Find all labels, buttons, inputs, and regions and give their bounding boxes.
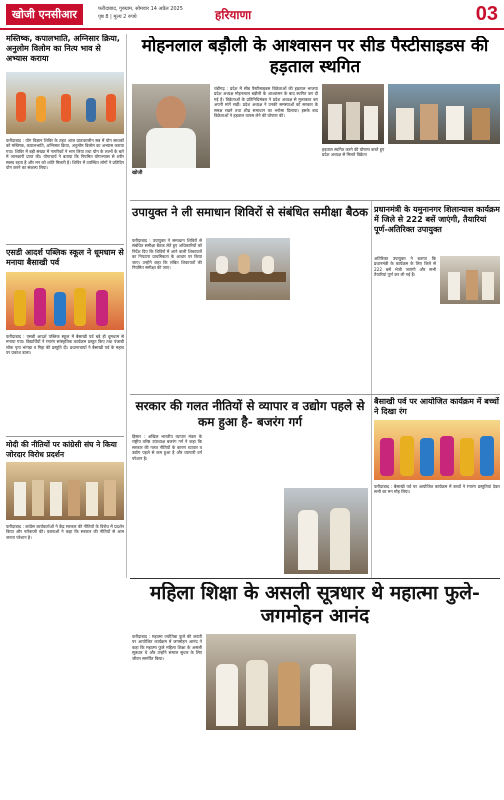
- lead-photo2-caption: प्रदेश अध्यक्ष से मिलते विक्रेता: [322, 152, 367, 158]
- article-phule-body-3: [360, 634, 430, 796]
- article-pm-event-body-2: [374, 320, 500, 392]
- section-divider: [130, 578, 500, 579]
- trade-photo: [284, 488, 368, 574]
- section-title: हरियाणा: [215, 8, 252, 22]
- protest-photo: [6, 462, 124, 520]
- article-review-body-2: [206, 304, 290, 390]
- section-divider: [6, 436, 124, 437]
- article-review-body-3: [294, 238, 368, 390]
- article-baisakhi-school-headline: एसडी आदर्श पब्लिक स्कूल ने धूमधाम से मनाया बैसाखी पर्व: [6, 248, 124, 267]
- newspaper-name: खोजी एनसीआर: [6, 4, 83, 25]
- column-divider: [126, 34, 127, 578]
- article-baisakhi-school-body: फरीदाबाद : एसडी आदर्श पब्लिक स्कूल में बैसाखी पर्व बड़े ही धूमधाम से मनाया गया। विद्यार्थियों ने रंगारंग सांस्कृतिक कार्यक्रम प्रस्तुत किए तथा पंजाबी लोक नृत्य भांगड़ा व गिद्दा की प्रस्तुति दी। प्रधानाचार्या ने बैसाखी पर्व के महत्व पर प्रकाश डाला।: [6, 334, 124, 356]
- article-trade-body-3: [284, 434, 368, 484]
- page-number: 03: [475, 3, 498, 25]
- article-protest-headline: मोदी की नीतियों पर कांग्रेसी संघ ने किया जोरदार विरोध प्रदर्शन: [6, 440, 117, 459]
- pm-event-photo: [440, 256, 500, 304]
- masthead-date: फरीदाबाद, गुरुग्राम, सोमवार 14 अप्रैल 2025: [98, 6, 183, 12]
- article-phule-body-4: [434, 634, 500, 796]
- baisakhi-event-photo: [374, 420, 500, 480]
- article-phule-headline: महिला शिक्षा के असली सूत्रधार थे महात्मा फुले-जगमोहन आनंद: [150, 582, 480, 627]
- column-divider: [371, 200, 372, 578]
- article-baisakhi-event-headline: बैसाखी पर्व पर आयोजित कार्यक्रम में बच्चों ने दिखा रंग: [374, 397, 499, 416]
- lead-portrait-photo: [132, 84, 210, 168]
- article-pm-event-body: अतिरिक्त उपायुक्त ने बताया कि प्रधानमंत्री के कार्यक्रम के लिए जिले से 222 बसें भेजी जाएंगी और सभी तैयारियां पूर्ण कर ली गई हैं।: [374, 256, 436, 278]
- section-divider: [130, 200, 500, 201]
- article-review-headline: उपायुक्त ने ली समाधान शिविरों से संबंधित समीक्षा बैठक: [132, 205, 368, 219]
- masthead-meta: [98, 5, 183, 21]
- yoga-photo: [6, 72, 124, 134]
- lead-photo-group: [322, 84, 384, 144]
- lead-photo-captions: [322, 147, 500, 197]
- masthead-edition: पृष्ठ 8 | मूल्य 2 रुपये: [98, 14, 137, 20]
- review-meeting-photo: [206, 238, 290, 300]
- article-phule-body: फरीदाबाद : महात्मा ज्योतिबा फुले की जयंती पर आयोजित कार्यक्रम में जगमोहन आनंद ने कहा कि महात्मा फुले महिला शिक्षा के असली सूत्रधार थे और उन्होंने समाज सुधार के लिए जीवन समर्पित किया।: [132, 634, 202, 661]
- section-divider: [6, 244, 124, 245]
- lead-photo1-caption: हड़ताल स्थगित करने की घोषणा करते हुए: [322, 147, 385, 152]
- article-pm-event-headline: प्रधानमंत्री के यमुनानगर शिलान्यास कार्यक्रम में जिले से 222 बसें जाएंगी, तैयारियां पूर्ण-अतिरिक्त उपायुक्त: [374, 205, 500, 234]
- article-review-body: फरीदाबाद : उपायुक्त ने समाधान शिविरों से संबंधित समीक्षा बैठक लेते हुए अधिकारियों को निर्देश दिए कि शिविरों में आने वाली शिकायतों का निपटारा प्राथमिकता के आधार पर किया जाए। उन्होंने कहा कि लंबित शिकायतों की नियमित समीक्षा की जाए।: [132, 238, 202, 271]
- article-lead-headline: मोहनलाल बड़ौली के आश्वासन पर सीड पैस्टीसाइडस की हड़ताल स्थगित: [141, 36, 489, 77]
- article-baisakhi-event-body: फरीदाबाद : बैसाखी पर्व पर आयोजित कार्यक्रम में बच्चों ने रंगारंग प्रस्तुतियां देकर सभी का मन मोह लिया।: [374, 484, 500, 495]
- article-phule-body-2: [206, 734, 356, 796]
- article-lead-body: चंडीगढ़ : प्रदेश में सीड पैस्टीसाइडस विक्रेताओं की हड़ताल भाजपा प्रदेश अध्यक्ष मोहनलाल बड़ौली के आश्वासन के बाद स्थगित कर दी गई है। विक्रेताओं के प्रतिनिधिमंडल ने प्रदेश अध्यक्ष से मुलाकात कर अपनी मांगें रखीं। प्रदेश अध्यक्ष ने उनकी समस्याओं को सरकार के समक्ष रखने तथा शीघ्र समाधान का भरोसा दिलाया। इसके बाद विक्रेताओं ने हड़ताल वापस लेने की घोषणा की।: [214, 86, 318, 119]
- section-divider: [130, 394, 500, 395]
- article-trade-body-2: [206, 434, 280, 576]
- lead-byline: खोजी: [132, 170, 143, 176]
- article-trade-headline: सरकार की गलत नीतियों से व्यापार व उद्योग पहले से कम हुआ है- बजरंग गर्ग: [135, 399, 365, 429]
- article-protest-body: फरीदाबाद : कांग्रेस कार्यकर्ताओं ने केंद्र सरकार की नीतियों के विरोध में प्रदर्शन किया और नारेबाजी की। वक्ताओं ने कहा कि सरकार की नीतियों से आम जनता परेशान है।: [6, 524, 124, 540]
- article-trade-body: हिसार : अखिल भारतीय व्यापार मंडल के राष्ट्रीय वरिष्ठ उपाध्यक्ष बजरंग गर्ग ने कहा कि सरकार की गलत नीतियों के कारण व्यापार व उद्योग पहले से कम हुआ है और व्यापारी वर्ग परेशान है।: [132, 434, 202, 461]
- masthead: [0, 0, 504, 30]
- article-yoga-body: फरीदाबाद : योग विज्ञान शिविर के तहत आज प्रातःकालीन सत्र में योग साधकों को मस्तिष्क, कपालभाति, अग्निसार क्रिया, अनुलोम विलोम का अभ्यास कराया गया। शिविर में बड़ी संख्या में नागरिकों ने भाग लिया तथा योग के लाभों के बारे में जानकारी प्राप्त की। योगाचार्य ने बताया कि नियमित योगाभ्यास से शरीर स्वस्थ रहता है और मन को शांति मिलती है। शिविर में उपस्थित लोगों ने प्रतिदिन योग करने का संकल्प लिया।: [6, 138, 124, 171]
- phule-event-photo: [206, 634, 356, 730]
- lead-photo-meeting: [388, 84, 500, 144]
- baisakhi-school-photo: [6, 272, 124, 330]
- article-yoga-headline: मस्तिष्क, कपालभाति, अग्निसार क्रिया, अनुलोम विलोम का नित्य भाव से अभ्यास कराया: [6, 34, 120, 63]
